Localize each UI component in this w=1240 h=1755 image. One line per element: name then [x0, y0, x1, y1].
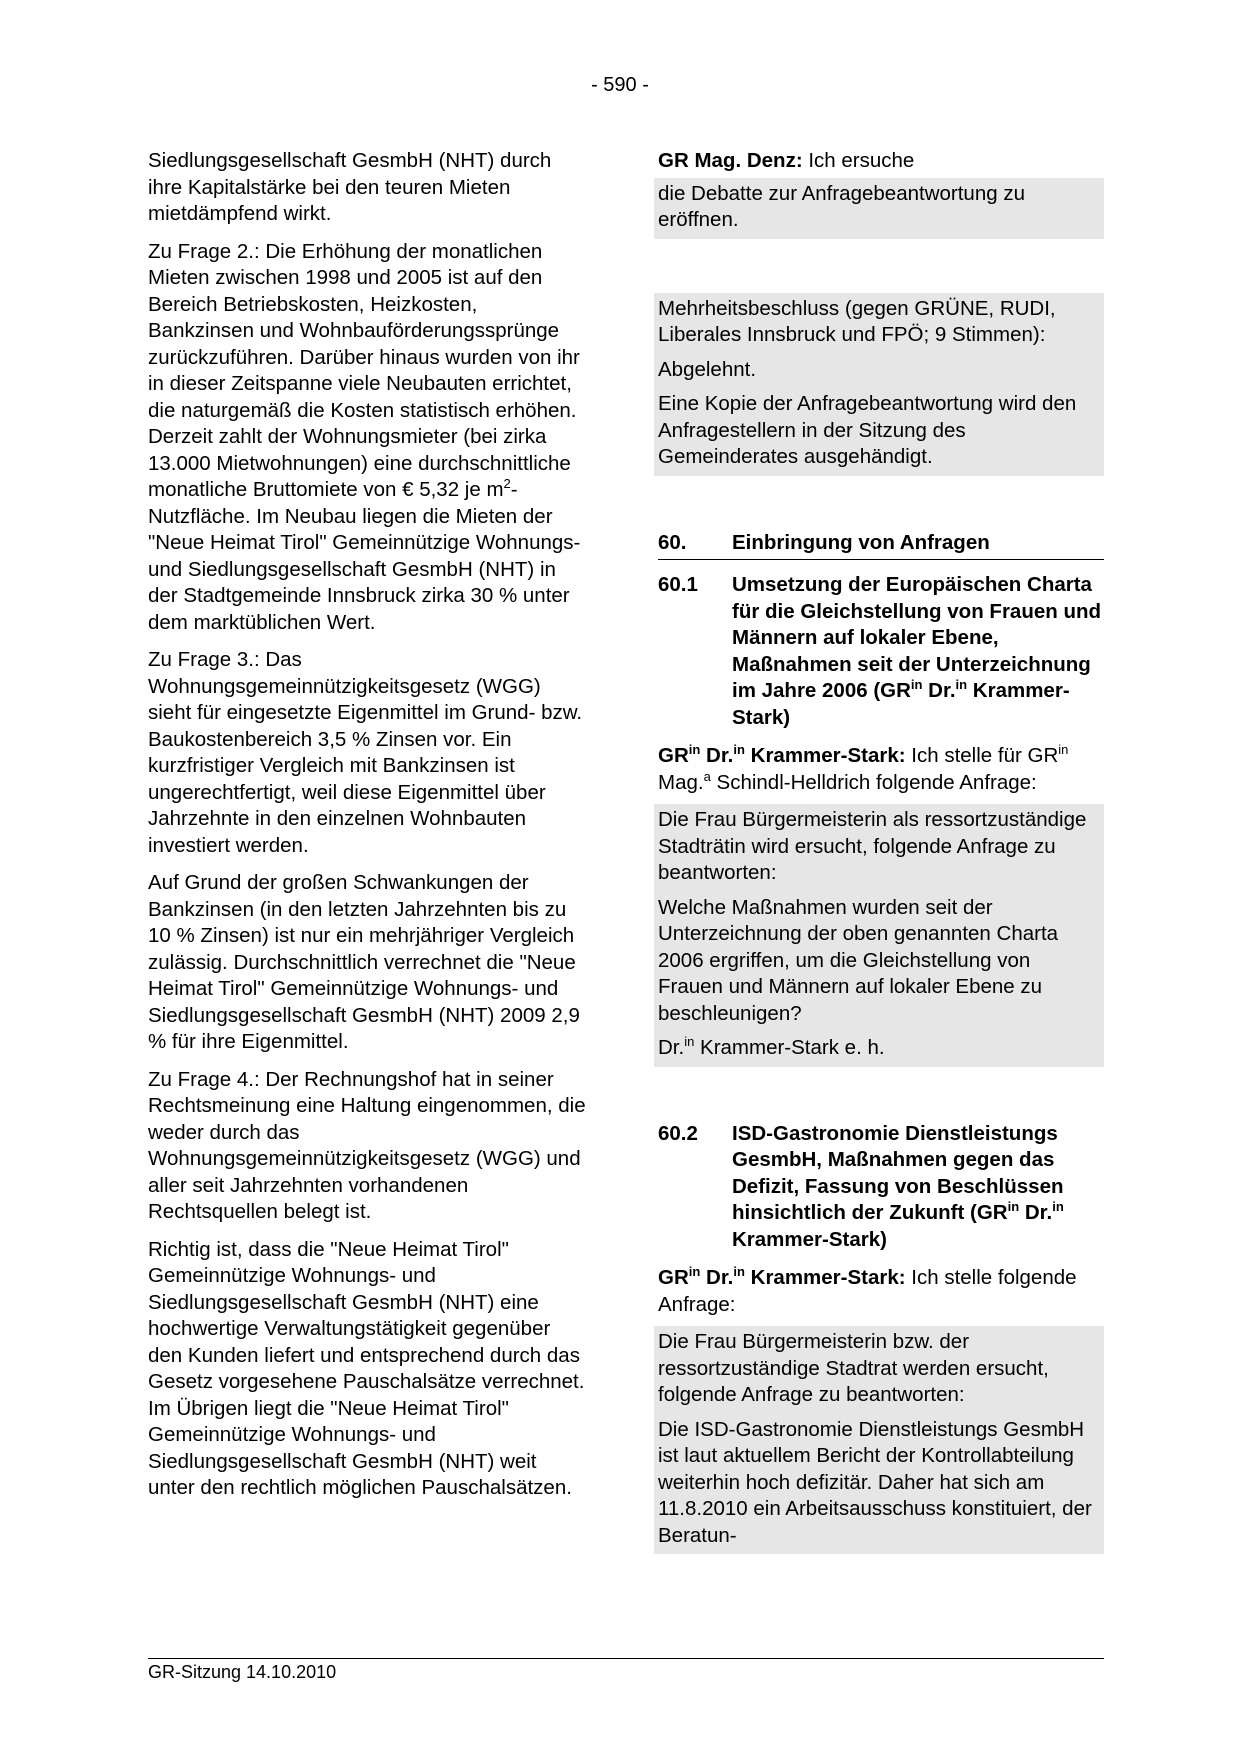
resolution-box: Mehrheitsbeschluss (gegen GRÜNE, RUDI, Liberales Innsbruck und FPÖ; 9 Stimmen): Abgelehnt. Eine Kopie der Anfragebeantwortung wird den Anfragestellern in der Sitzung des Gemeinderates ausgehändigt. [654, 293, 1104, 476]
left-column [148, 148, 588, 1513]
section-60-1-heading: 60.1 Umsetzung der Europäischen Charta für die Gleichstellung von Frauen und Männern auf lokaler Ebene, Maßnahmen seit der Unterzeichnung im Jahre 2006 ($GR^{in}$ Dr.$^{in}$ Krammer-Stark) [658, 573, 1102, 729]
paragraph-frage-4: Zu Frage 4.: Der Rechnungshof hat in seiner Rechtsmeinung eine Haltung eingenommen, die weder durch das Wohnungsgemeinnützigkeitsgesetz (WGG) und aller seit Jahrzehnten vorhandenen Rechtsquellen belegt ist. [148, 1067, 586, 1223]
inquiry-box: Die Frau Bürgermeisterin als ressortzuständige Stadträtin wird ersucht, folgende Anfrage zu beantworten: Welche Maßnahmen wurden seit der Unterzeichnung der oben genannten Charta 2006 ergriffen, um die Gleichstellung von Frauen und Männern auf lokaler Ebene zu beschleunigen? Dr.$^{in}$ Krammer-Stark e. h. [654, 804, 1104, 1067]
paragraph: Auf Grund der großen Schwankungen der Bankzinsen (in den letzten Jahrzehnten bis zu 10 % Zinsen) ist nur ein mehrjähriger Vergleich zulässig. Durchschnittlich verrechnet die "Neue Heimat Tirol" Gemeinnützige Wohnungs- und Siedlungsgesellschaft GesmbH (NHT) 2009 2,9 % für ihre Eigenmittel. [148, 871, 580, 1053]
inquiry-box: Die Frau Bürgermeisterin bzw. der ressortzuständige Stadtrat werden ersucht, folgende Anfrage zu beantworten: Die ISD-Gastronomie Dienstleistungs GesmbH ist laut aktuellem Bericht der Kontrollabteilung weiterhin hoch defizitär. Daher hat sich am 11.8.2010 ein Arbeitsausschuss konstituiert, der Beratun- [654, 1326, 1104, 1554]
paragraph: Richtig ist, dass die "Neue Heimat Tirol" Gemeinnützige Wohnungs- und Siedlungsgesellschaft GesmbH (NHT) eine hochwertige Verwaltungstätigkeit gegenüber den Kunden liefert und entsprechend durch das Gesetz vorgesehene Pauschalsätze verrechnet. Im Übrigen liegt die "Neue Heimat Tirol" Gemeinnützige Wohnungs- und Siedlungsgesellschaft GesmbH (NHT) weit unter den rechtlich möglichen Pauschalsätzen. [148, 1237, 585, 1499]
paragraph: Siedlungsgesellschaft GesmbH (NHT) durch ihre Kapitalstärke bei den teuren Mieten mietdämpfend wirkt. [148, 149, 552, 225]
paragraph-frage-3: Zu Frage 3.: Das Wohnungsgemeinnützigkeitsgesetz (WGG) sieht für eingesetzte Eigenmittel im Grund- bzw. Baukostenbereich 3,5 % Zinsen vor. Ein kurzfristiger Vergleich mit Bankzinsen ist ungerechtfertigt, weil diese Eigenmittel über Jahrzehnte in den einzelnen Wohnbauten investiert werden. [148, 648, 583, 857]
signature-line: Dr.$^{in}$ Krammer-Stark e. h. [658, 1034, 885, 1059]
speaker-line: $GR^{in}$ Dr.$^{in}$ Krammer-Stark: Ich stelle folgende Anfrage: [658, 1264, 1077, 1316]
motion-box: die Debatte zur Anfragebeantwortung zu eröffnen. [654, 178, 1104, 239]
speaker-line: GR Mag. Denz: Ich ersuche [658, 149, 915, 172]
section-60-2-heading: 60.2 ISD-Gastronomie Dienstleistungs GesmbH, Maßnahmen gegen das Defizit, Fassung von Beschlüssen hinsichtlich der Zukunft ($GR^{in}$ Dr.$^{in}$ Krammer-Stark) [658, 1121, 1064, 1251]
footer: GR-Sitzung 14.10.2010 [148, 1662, 337, 1682]
speaker-line: $GR^{in}$ Dr.$^{in}$ Krammer-Stark: Ich stelle für $GR^{in}$ Mag.$^a$ Schindl-Helldrich folgende Anfrage: [658, 742, 1069, 794]
footer-rule [148, 1658, 1104, 1659]
section-60-heading: 60. Einbringung von Anfragen [658, 530, 1104, 561]
right-column [658, 148, 1104, 1554]
page-number: - 590 - [591, 74, 649, 96]
paragraph-frage-2: Zu Frage 2.: Die Erhöhung der monatlichen Mieten zwischen 1998 und 2005 ist auf den Bereich Betriebskosten, Heizkosten, Bankzinsen und Wohnbauförderungssprünge zurückzuführen. Darüber hinaus wurden von ihr in dieser Zeitspanne viele Neubauten errichtet, die naturgemäß die Kosten statistisch erhöhen. Derzeit zahlt der Wohnungsmieter (bei zirka 13.000 Mietwohnungen) eine durchschnittliche monatliche Bruttomiete von € 5,32 je $m^2$-Nutzfläche. Im Neubau liegen die Mieten der "Neue Heimat Tirol" Gemeinnützige Wohnungs- und Siedlungsgesellschaft GesmbH (NHT) in der Stadtgemeinde Innsbruck zirka 30 % unter dem marktüblichen Wert. [148, 239, 581, 634]
